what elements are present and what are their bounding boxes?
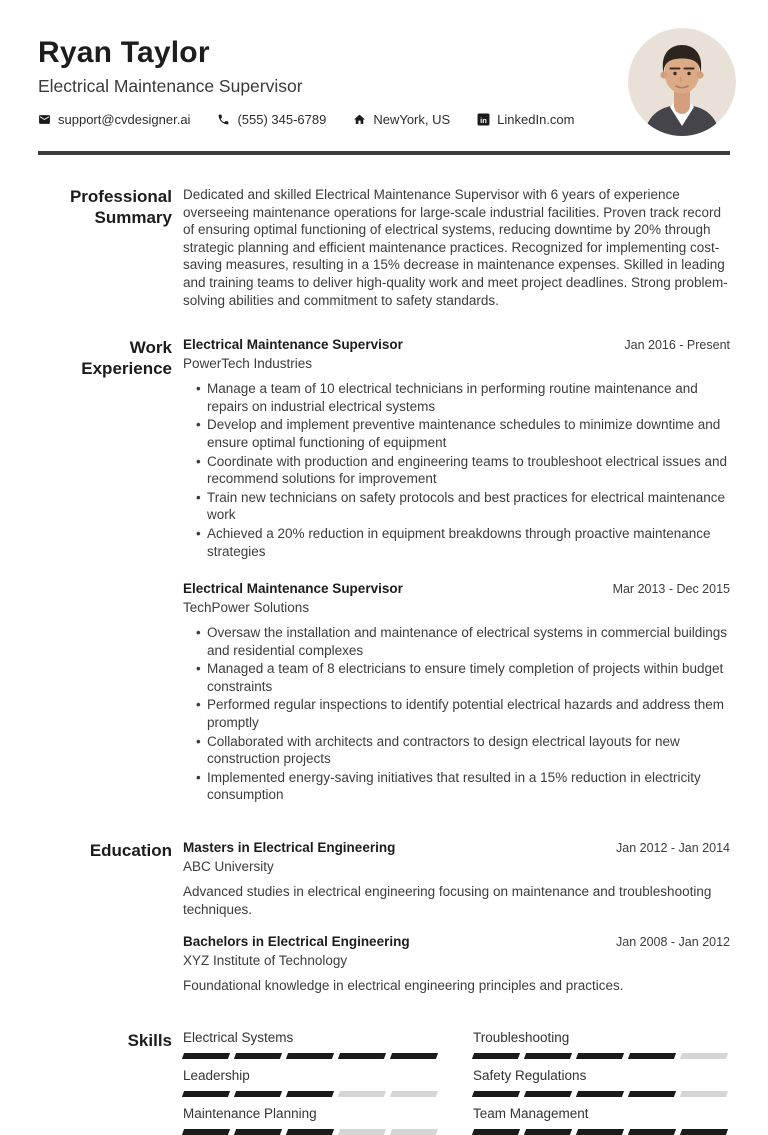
job-title: Electrical Maintenance Supervisor bbox=[183, 581, 403, 597]
skill-item bbox=[473, 1106, 730, 1135]
skill-bar-segment bbox=[524, 1053, 572, 1059]
skill-bar-segment bbox=[338, 1129, 386, 1135]
skill-bar-segment bbox=[628, 1129, 676, 1135]
section-label-experience: Work Experience bbox=[81, 338, 172, 379]
skill-bar-segment bbox=[576, 1091, 624, 1097]
contact-phone-text: (555) 345-6789 bbox=[237, 112, 327, 127]
skill-bar-segment bbox=[680, 1091, 728, 1097]
skill-name: Leadership bbox=[183, 1067, 250, 1083]
job-entry bbox=[183, 337, 730, 560]
skill-bar-segment bbox=[182, 1091, 230, 1097]
education-section bbox=[0, 840, 768, 995]
skill-bar-segment bbox=[182, 1129, 230, 1135]
degree-dates: Jan 2012 - Jan 2014 bbox=[616, 841, 730, 856]
profile-photo-illustration bbox=[628, 28, 736, 136]
degree-title: Bachelors in Electrical Engineering bbox=[183, 934, 410, 950]
degree-header bbox=[183, 934, 730, 949]
skill-bar-segment bbox=[182, 1053, 230, 1059]
person-name: Ryan Taylor bbox=[38, 36, 210, 69]
degree-header bbox=[183, 840, 730, 855]
job-entry bbox=[183, 581, 730, 804]
summary-content bbox=[183, 186, 730, 309]
contact-row bbox=[38, 112, 730, 127]
skill-bar-segment bbox=[286, 1091, 334, 1097]
skill-bar-segment bbox=[680, 1053, 728, 1059]
degree-description: Foundational knowledge in electrical engineering principles and practices. bbox=[183, 978, 624, 994]
degree-entry bbox=[183, 934, 730, 995]
skill-level-bar bbox=[183, 1129, 440, 1135]
degree-school: XYZ Institute of Technology bbox=[183, 953, 348, 969]
header-divider bbox=[38, 151, 730, 155]
phone-icon bbox=[217, 113, 230, 126]
degree-description: Advanced studies in electrical engineering focusing on maintenance and troubleshooting techniques. bbox=[183, 884, 712, 917]
section-label-summary: Professional Summary bbox=[69, 187, 172, 227]
skill-bar-segment bbox=[286, 1053, 334, 1059]
svg-text:in: in bbox=[480, 115, 488, 125]
skills-section bbox=[0, 1030, 768, 1135]
job-bullets bbox=[183, 380, 730, 560]
skill-bar-segment bbox=[234, 1129, 282, 1135]
job-dates: Jan 2016 - Present bbox=[624, 338, 730, 353]
skill-name: Safety Regulations bbox=[473, 1067, 587, 1083]
skill-level-bar bbox=[473, 1129, 730, 1135]
section-label-education: Education bbox=[89, 841, 172, 861]
job-bullet: • Manage a team of 10 electrical technicians in performing routine maintenance and repairs on industrial electrical systems bbox=[196, 380, 730, 415]
contact-email-text: support@cvdesigner.ai bbox=[58, 112, 191, 127]
contact-phone bbox=[217, 112, 326, 127]
job-bullet: • Oversaw the installation and maintenance of electrical systems in commercial buildings and residential complexes bbox=[196, 624, 730, 659]
skill-name: Troubleshooting bbox=[473, 1029, 570, 1045]
skill-name: Electrical Systems bbox=[183, 1029, 294, 1045]
section-label-skills: Skills bbox=[127, 1030, 172, 1050]
skill-item bbox=[473, 1068, 730, 1097]
email-icon bbox=[38, 113, 51, 126]
summary-text: Dedicated and skilled Electrical Maintenance Supervisor with 6 years of experience overseeing maintenance operations for large-scale industrial facilities. Proven track record of ensuring optimal functioning of electrical systems, reducing downtime by 20% through strategic planning and efficient maintenance practices. Recognized for implementing cost-saving measures, resulting in a 15% decrease in maintenance expenses. Skilled in leading and training teams to deliver high-quality work and meet project deadlines. Strong problem-solving abilities and commitment to safety standards. bbox=[183, 187, 728, 308]
job-company: PowerTech Industries bbox=[183, 356, 313, 372]
job-bullet: • Train new technicians on safety protocols and best practices for electrical maintenance work bbox=[196, 489, 730, 524]
skill-level-bar bbox=[473, 1053, 730, 1059]
skill-item bbox=[183, 1106, 440, 1135]
skill-level-bar bbox=[183, 1053, 440, 1059]
skill-bar-segment bbox=[390, 1091, 438, 1097]
skill-bar-segment bbox=[472, 1129, 520, 1135]
skill-bar-segment bbox=[472, 1091, 520, 1097]
skill-bar-segment bbox=[338, 1091, 386, 1097]
skill-bar-segment bbox=[680, 1129, 728, 1135]
linkedin-icon bbox=[477, 113, 490, 126]
job-company: TechPower Solutions bbox=[183, 600, 310, 616]
contact-location-text: NewYork, US bbox=[373, 112, 451, 127]
job-dates: Mar 2013 - Dec 2015 bbox=[612, 582, 730, 597]
experience-section bbox=[0, 337, 768, 805]
job-header bbox=[183, 581, 730, 596]
job-bullet: • Performed regular inspections to identify potential electrical hazards and address them promptly bbox=[196, 696, 730, 731]
job-bullet: • Coordinate with production and engineering teams to troubleshoot electrical issues and recommend solutions for improvement bbox=[196, 453, 730, 488]
resume-header bbox=[0, 0, 768, 127]
education-content bbox=[183, 840, 730, 995]
contact-location bbox=[353, 112, 450, 127]
degree-school: ABC University bbox=[183, 859, 274, 875]
skill-name: Maintenance Planning bbox=[183, 1105, 317, 1121]
skill-bar-segment bbox=[234, 1053, 282, 1059]
skill-bar-segment bbox=[628, 1091, 676, 1097]
experience-content bbox=[183, 337, 730, 805]
summary-section bbox=[0, 186, 768, 309]
degree-title: Masters in Electrical Engineering bbox=[183, 840, 396, 856]
skill-bar-segment bbox=[390, 1053, 438, 1059]
skill-bar-segment bbox=[338, 1053, 386, 1059]
job-bullets bbox=[183, 624, 730, 804]
contact-email[interactable] bbox=[38, 112, 190, 127]
profile-photo bbox=[628, 28, 736, 136]
skill-level-bar bbox=[183, 1091, 440, 1097]
contact-linkedin[interactable] bbox=[477, 112, 574, 127]
job-bullet: • Collaborated with architects and contractors to design electrical layouts for new construction projects bbox=[196, 733, 730, 768]
job-bullet: • Managed a team of 8 electricians to ensure timely completion of projects within budget constraints bbox=[196, 660, 730, 695]
job-bullet: • Develop and implement preventive maintenance schedules to minimize downtime and ensure optimal functioning of equipment bbox=[196, 416, 730, 451]
job-title: Electrical Maintenance Supervisor bbox=[183, 337, 403, 353]
skill-bar-segment bbox=[286, 1129, 334, 1135]
contact-linkedin-text: LinkedIn.com bbox=[497, 112, 575, 127]
job-bullet: • Implemented energy-saving initiatives that resulted in a 15% reduction in electricity consumption bbox=[196, 769, 730, 804]
skill-bar-segment bbox=[472, 1053, 520, 1059]
skill-bar-segment bbox=[524, 1129, 572, 1135]
job-bullet: • Achieved a 20% reduction in equipment breakdowns through proactive maintenance strategies bbox=[196, 525, 730, 560]
skill-item bbox=[473, 1030, 730, 1059]
skill-bar-segment bbox=[628, 1053, 676, 1059]
skill-bar-segment bbox=[524, 1091, 572, 1097]
degree-entry bbox=[183, 840, 730, 918]
skill-name: Team Management bbox=[473, 1105, 589, 1121]
skill-bar-segment bbox=[576, 1129, 624, 1135]
degree-dates: Jan 2008 - Jan 2012 bbox=[616, 935, 730, 950]
person-title: Electrical Maintenance Supervisor bbox=[38, 76, 303, 96]
skill-item bbox=[183, 1030, 440, 1059]
home-icon bbox=[353, 113, 366, 126]
job-header bbox=[183, 337, 730, 352]
skill-bar-segment bbox=[390, 1129, 438, 1135]
skill-bar-segment bbox=[576, 1053, 624, 1059]
skill-item bbox=[183, 1068, 440, 1097]
skill-level-bar bbox=[473, 1091, 730, 1097]
skill-bar-segment bbox=[234, 1091, 282, 1097]
skills-content bbox=[183, 1030, 730, 1135]
